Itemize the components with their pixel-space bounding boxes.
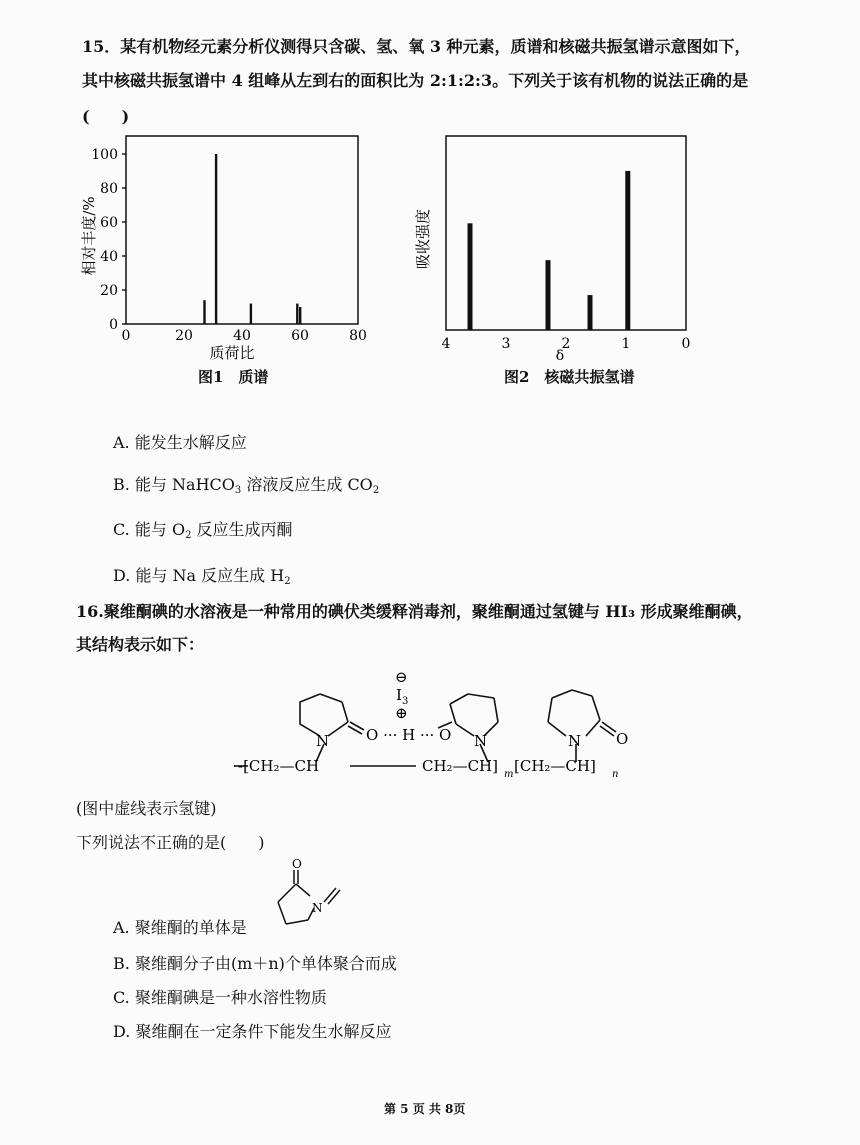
option-letter: A. — [113, 918, 130, 937]
q15-line1: 15．某有机物经元素分析仪测得只含碳、氢、氧 3 种元素，质谱和核磁共振氢谱示意图如下， — [82, 37, 751, 56]
q16-option-d[interactable] — [113, 1019, 391, 1042]
q15-option-a[interactable] — [113, 430, 247, 453]
nmr-peak — [588, 295, 593, 330]
ring-1-bonds — [300, 694, 320, 736]
x-tick-label: 4 — [441, 336, 451, 352]
q16-option-c[interactable] — [113, 985, 327, 1008]
nmr-peak — [468, 223, 473, 330]
q15-option-d[interactable] — [113, 563, 291, 587]
monomer-structure — [264, 858, 346, 938]
x-tick-label: 3 — [501, 336, 511, 352]
option-letter: D. — [113, 1022, 131, 1041]
option-letter: C. — [113, 520, 130, 539]
y-axis-label: 吸收强度 — [414, 208, 432, 270]
mass-spectrum-caption: 图1 质谱 — [198, 368, 269, 386]
option-text: 能发生水解反应 — [134, 433, 247, 452]
q16-line1: 16.聚维酮碘的水溶液是一种常用的碘伏类缓释消毒剂，聚维酮通过氢键与 HI₃ 形成聚维酮碘， — [76, 602, 753, 621]
ms-bar — [215, 154, 217, 324]
ms-bar — [250, 304, 252, 324]
q16-line2: 其结构表示如下： — [76, 635, 205, 654]
backbone-left: -[CH₂—CH — [238, 757, 320, 775]
option-letter: B. — [113, 954, 130, 973]
q16-option-a[interactable] — [113, 915, 247, 938]
option-text: 聚维酮的单体是 — [134, 918, 247, 937]
option-letter: D. — [113, 566, 131, 585]
x-tick-label: 0 — [681, 336, 691, 352]
q16-prompt: 下列说法不正确的是( ) — [76, 833, 265, 852]
pvp-iodine-structure — [230, 660, 650, 790]
monomer-n: N — [312, 901, 323, 915]
q15-option-c[interactable] — [113, 517, 293, 541]
x-tick-label: 20 — [175, 328, 193, 344]
option-text-pre: 能与 O — [134, 520, 186, 539]
x-axis-label: 质荷比 — [209, 344, 255, 362]
q16-option-b[interactable] — [113, 951, 397, 974]
option-text-pre: 能与 NaHCO — [134, 475, 235, 494]
o-hbond-chain: O ··· H ··· O — [366, 726, 452, 744]
y-tick-label: 40 — [100, 249, 118, 265]
x-axis-label: δ — [555, 348, 565, 364]
y-tick-label: 100 — [91, 147, 118, 163]
subscript: 2 — [372, 485, 380, 496]
n-atom-3: N — [568, 732, 582, 750]
option-text-mid: 溶液反应生成 CO — [241, 475, 373, 494]
x-tick-label: 60 — [291, 328, 309, 344]
option-letter: C. — [113, 988, 130, 1007]
n-atom-1: N — [316, 732, 330, 750]
plot-frame — [126, 136, 358, 324]
n-atom-2: N — [474, 732, 488, 750]
plus-charge: ⊕ — [395, 704, 408, 722]
x-tick-label: 1 — [621, 336, 631, 352]
option-letter: B. — [113, 475, 130, 494]
y-tick-label: 20 — [100, 283, 118, 299]
y-axis-label: 相对丰度/% — [80, 196, 98, 276]
nmr-peak — [625, 171, 630, 330]
option-text: 聚维酮碘是一种水溶性物质 — [134, 988, 327, 1007]
monomer-o: O — [292, 858, 302, 871]
backbone-mid: CH₂—CH] — [422, 757, 498, 775]
plot-frame — [446, 136, 686, 330]
option-text: 聚维酮在一定条件下能发生水解反应 — [135, 1022, 392, 1041]
x-tick-label: 2 — [561, 336, 571, 352]
q15-line2: 其中核磁共振氢谱中 4 组峰从左到右的面积比为 2:1:2:3。下列关于该有机物的说法正确的是 — [82, 71, 749, 90]
option-text-pre: 能与 Na 反应生成 H — [135, 566, 285, 585]
y-tick-label: 0 — [109, 317, 118, 333]
page-footer: 第 5 页 共 8页 — [384, 1102, 466, 1116]
x-tick-label: 80 — [349, 328, 367, 344]
backbone-right: [CH₂—CH] — [514, 757, 596, 775]
x-tick-label: 0 — [121, 328, 131, 344]
subscript-n: n — [612, 769, 619, 780]
ms-bar — [299, 307, 301, 324]
x-tick-label: 40 — [233, 328, 251, 344]
ms-bar — [296, 304, 298, 324]
q15-answer-paren: ( ) — [82, 107, 130, 126]
ms-bar — [203, 300, 205, 324]
q15-option-b[interactable] — [113, 472, 379, 496]
subscript: 2 — [185, 530, 192, 541]
y-tick-label: 80 — [100, 181, 118, 197]
nmr-spectrum-caption: 图2 核磁共振氢谱 — [504, 368, 635, 386]
i3-label: $I_3$ — [396, 686, 409, 707]
q16-note: (图中虚线表示氢键) — [76, 799, 217, 818]
option-text: 聚维酮分子由(m＋n)个单体聚合而成 — [134, 954, 397, 973]
minus-charge: ⊖ — [395, 668, 408, 686]
o-atom-3: O — [616, 730, 629, 748]
nmr-spectrum-chart — [408, 130, 708, 370]
subscript: 3 — [234, 485, 242, 496]
mass-spectrum-chart — [70, 130, 390, 390]
option-letter: A. — [113, 433, 130, 452]
nmr-peak — [546, 260, 551, 330]
option-text-post: 反应生成丙酮 — [191, 520, 293, 539]
y-tick-label: 60 — [100, 215, 118, 231]
subscript-m: m — [504, 769, 514, 780]
subscript: 2 — [284, 576, 291, 587]
